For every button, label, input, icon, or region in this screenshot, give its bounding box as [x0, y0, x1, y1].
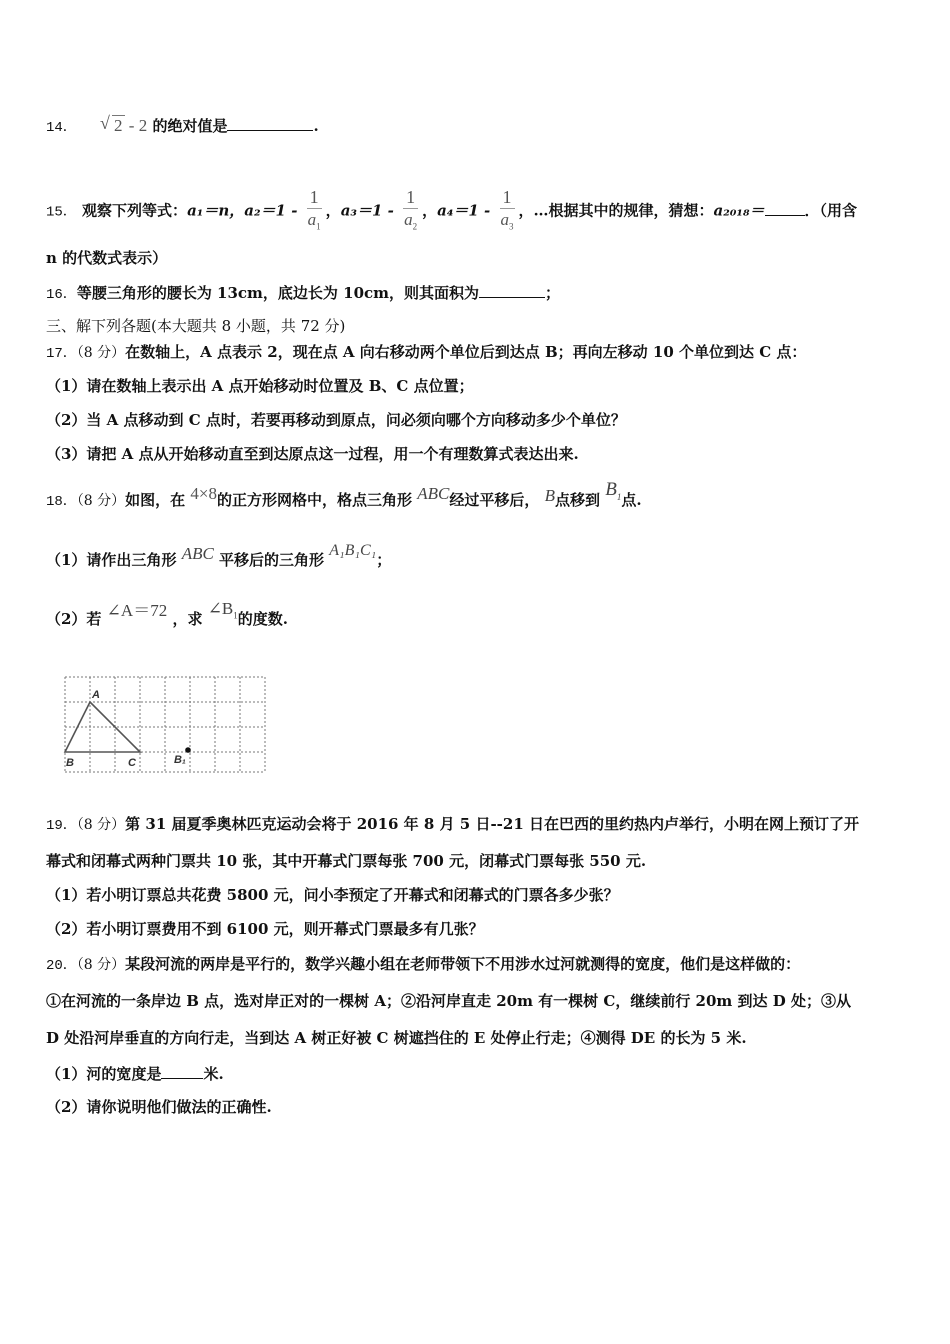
question-number: 18．	[46, 494, 77, 510]
label-b: B	[66, 757, 74, 769]
question-18-part-2: （2）若 ∠A＝72 ，求 $\angle B_1$的度数.	[46, 599, 289, 628]
question-19-part-1: （1）若小明订票总共花费 5800 元，问小李预定了开幕式和闭幕式的门票各多少张？	[46, 886, 619, 904]
question-20: 20．（8 分）某段河流的两岸是平行的，数学兴趣小组在老师带领下不用涉水过河就测得的宽度，他们是这样做的：	[46, 955, 801, 974]
answer-blank	[765, 200, 805, 216]
question-15: 15． 观察下列等式：a₁＝n，a₂＝1 - $\frac{1}{a_1}$ ，a₃＝1 - $\frac{1}{a_2}$ ，a₄＝1 - $\frac{1}{a_3}$ ，…根据其中的规律，猜想：a₂₀₁₈＝ ．（用含	[46, 186, 857, 237]
question-17-part-2: （2）当 A 点移动到 C 点时，若要再移动到原点，问必须向哪个方向移动多少个单位？	[46, 411, 626, 429]
fraction: $\frac{1}{a_2}$	[404, 187, 418, 232]
question-18: 18．（8 分）如图，在 4×8的正方形网格中，格点三角形 ABC经过平移后， B点移到 $B_1$点.	[46, 479, 642, 510]
section-heading: 三、解下列各题(本大题共 8 小题，共 72 分)	[46, 317, 346, 335]
question-number: 14．	[46, 120, 77, 136]
grid-figure	[60, 672, 270, 780]
question-16: 16．等腰三角形的腰长为 13cm，底边长为 10cm，则其面积为 ；	[46, 284, 561, 303]
question-19: 19．（8 分）第 31 届夏季奥林匹克运动会将于 2016 年 8 月 5 日--21 日在巴西的里约热内卢举行，小明在网上预订了开	[46, 815, 859, 834]
answer-blank	[479, 282, 545, 298]
question-20-line2: ①在河流的一条岸边 B 点，选对岸正对的一棵树 A；②沿河岸直走 20m 有一棵树 C，继续前行 20m 到达 D 处；③从	[46, 992, 851, 1010]
question-20-part-1: （1）河的宽度是 米.	[46, 1065, 224, 1083]
points: （8 分）	[76, 957, 126, 973]
question-14: 14． √ 2 - 2 的绝对值是 .	[46, 113, 319, 136]
sqrt-expression: √ 2	[100, 113, 123, 135]
label-b1: B₁	[174, 754, 186, 766]
question-17-part-3: （3）请把 A 点从开始移动直至到达原点这一过程，用一个有理数算式表达出来.	[46, 445, 579, 463]
question-17-part-1: （1）请在数轴上表示出 A 点开始移动时位置及 B、C 点位置；	[46, 377, 474, 395]
points: （8 分）	[76, 493, 126, 509]
question-15-line2: n 的代数式表示）	[46, 249, 168, 267]
grid-size: 4×8	[190, 484, 218, 503]
fraction: $\frac{1}{a_3}$	[500, 187, 514, 232]
question-number: 19．	[46, 818, 77, 834]
question-19-line2: 幕式和闭幕式两种门票共 10 张，其中开幕式门票每张 700 元，闭幕式门票每张 550 元.	[46, 852, 647, 870]
question-20-part-2: （2）请你说明他们做法的正确性.	[46, 1098, 272, 1116]
question-17: 17．（8 分）在数轴上，A 点表示 2，现在点 A 向右移动两个单位后到达点 B；再向左移动 10 个单位到达 C 点：	[46, 343, 807, 362]
question-19-part-2: （2）若小明订票费用不到 6100 元，则开幕式门票最多有几张？	[46, 920, 484, 938]
question-18-part-1: （1）请作出三角形 ABC 平移后的三角形 A₁B₁C₁；	[46, 542, 392, 569]
fraction: $\frac{1}{a_1}$	[307, 187, 321, 232]
question-number: 17．	[46, 346, 77, 362]
points: （8 分）	[76, 817, 126, 833]
answer-blank	[161, 1063, 203, 1079]
point-b1	[185, 747, 191, 753]
question-20-line3: D 处沿河岸垂直的方向行走，当到达 A 树正好被 C 树遮挡住的 E 处停止行走；④测得 DE 的长为 5 米.	[46, 1029, 747, 1047]
label-a: A	[92, 689, 100, 701]
question-number: 16．	[46, 287, 77, 303]
points: （8 分）	[76, 345, 126, 361]
question-number: 20．	[46, 958, 77, 974]
answer-blank	[227, 115, 313, 131]
question-number: 15．	[46, 204, 77, 221]
label-c: C	[128, 757, 136, 769]
